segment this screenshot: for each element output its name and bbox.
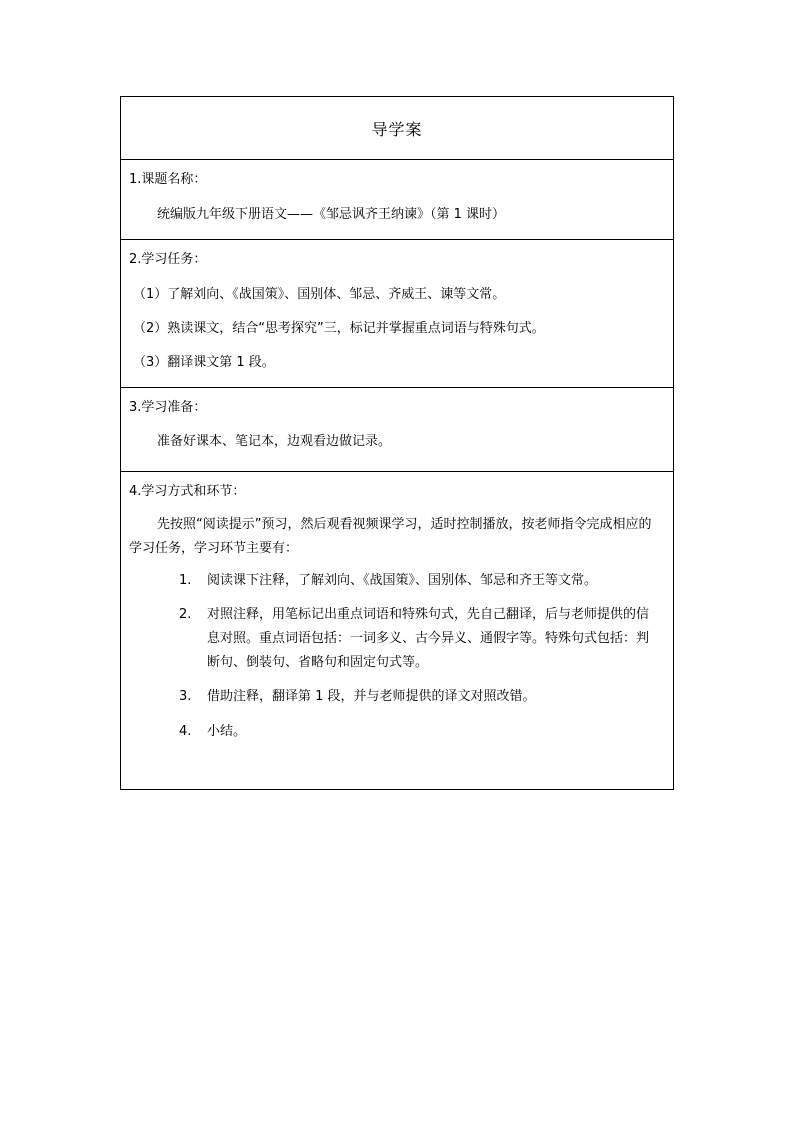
tasks-heading: 2.学习任务： — [129, 252, 207, 267]
learning-tasks-section — [121, 240, 673, 388]
title-row — [121, 97, 673, 160]
step-item — [179, 720, 661, 744]
methods-heading: 4.学习方式和环节： — [129, 484, 246, 499]
course-name-section — [121, 160, 673, 240]
page-title: 导学案 — [371, 119, 423, 139]
step-text: 对照注释，用笔标记出重点词语和特殊句式，先自己翻译，后与老师提供的信息对照。重点词语包括：一词多义、古今异义、通假字等。特殊句式包括：判断句、倒装句、省略句和固定句式等。 — [207, 607, 650, 670]
study-guide-table — [120, 96, 674, 790]
step-number: 2. — [179, 607, 192, 622]
task-item: （1）了解刘向、《战国策》、国别体、邹忌、齐威王、谏等文常。 — [133, 287, 506, 302]
step-text: 阅读课下注释，了解刘向、《战国策》、国别体、邹忌和齐王等文常。 — [207, 573, 598, 588]
preparation-heading: 3.学习准备： — [129, 400, 207, 415]
methods-intro: 先按照“阅读提示”预习，然后观看视频课学习，适时控制播放，按老师指令完成相应的学习任务，学习环节主要有： — [129, 517, 652, 556]
step-item — [179, 569, 661, 593]
step-number: 1. — [179, 573, 192, 588]
step-number: 3. — [179, 689, 192, 704]
course-heading: 1.课题名称： — [129, 172, 207, 187]
course-name: 统编版九年级下册语文——《邹忌讽齐王纳谏》（第 1 课时） — [157, 207, 506, 222]
learning-preparation-section — [121, 388, 673, 472]
task-item: （3）翻译课文第 1 段。 — [133, 355, 275, 370]
task-item: （2）熟读课文，结合“思考探究”三，标记并掌握重点词语与特殊句式。 — [133, 321, 545, 336]
step-text: 借助注释，翻译第 1 段，并与老师提供的译文对照改错。 — [207, 689, 536, 704]
step-item — [179, 685, 661, 709]
preparation-text: 准备好课本、笔记本，边观看边做记录。 — [157, 434, 392, 449]
step-number: 4. — [179, 724, 192, 739]
learning-methods-section — [121, 472, 673, 790]
step-item — [179, 603, 661, 675]
step-text: 小结。 — [207, 724, 247, 739]
